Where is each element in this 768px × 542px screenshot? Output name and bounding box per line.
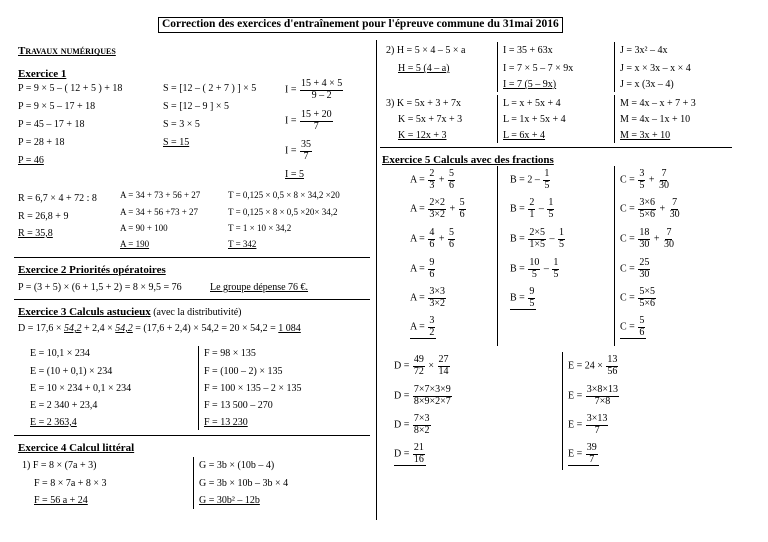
ex5-e-line-4 xyxy=(568,443,599,466)
ex3-d-part-5: 1 084 xyxy=(278,323,301,334)
ex5-e4-prefix: E = xyxy=(568,448,583,460)
ex5-d4-f1 xyxy=(413,443,425,465)
ex5-d2-prefix: D = xyxy=(394,390,410,402)
ex4-divider xyxy=(193,457,194,509)
ex5-b4-f1 xyxy=(528,258,540,280)
ex3-d-part-1: 54,2 xyxy=(64,323,82,334)
ex5-e1-coef: 24 xyxy=(584,360,595,372)
ex5-e2-f1 xyxy=(586,385,619,407)
ex1-a-0: A = 34 + 73 + 56 + 27 xyxy=(120,190,201,200)
ex5-b3-f1-d: 1×5 xyxy=(529,238,545,250)
ex1-t-1: T = 0,125 × 8 × 0,5 ×20× 34,2 xyxy=(228,207,338,217)
ex1-p-0: P = 9 × 5 – ( 12 + 5 ) + 18 xyxy=(18,83,123,94)
ex5-d1-f2-n: 27 xyxy=(438,354,449,365)
ex5-d-line-4 xyxy=(394,443,426,466)
ex5-c6-f1-d: 6 xyxy=(639,326,645,338)
ex5-a2-f1-d: 3×2 xyxy=(429,208,445,220)
ex1-p-4: P = 46 xyxy=(18,155,44,166)
ex1-s-2: S = 3 × 5 xyxy=(163,119,200,130)
ex1-s-1: S = [12 – 9 ] × 5 xyxy=(163,101,230,112)
ex4b-i-1: I = 7 × 5 – 7 × 9x xyxy=(503,63,574,74)
ex4-heading: Exercice 4 Calcul littéral xyxy=(18,442,135,454)
ex5-b5-prefix: B = xyxy=(510,292,525,304)
ex3-e-4: E = 2 363,4 xyxy=(30,417,77,428)
ex5-b-line-1 xyxy=(510,169,551,191)
ex5-a6-f1-d: 2 xyxy=(429,326,435,338)
ex4b-m-2: M = 3x + 10 xyxy=(620,130,671,141)
ex5-b-line-3 xyxy=(510,228,566,250)
section-heading-travaux: Travaux numériques xyxy=(18,45,116,57)
ex2-line: P = (3 + 5) × (6 + 1,5 + 2) = 8 × 9,5 = 76 xyxy=(18,282,182,293)
ex5-c-line-3 xyxy=(620,228,676,250)
ex3-heading-line xyxy=(18,306,242,319)
ex5-b3-f1 xyxy=(528,228,546,250)
ex5-c1-f2 xyxy=(658,169,670,191)
ex5-b3-op: – xyxy=(549,233,555,245)
ex1-i2-num: 15 + 20 xyxy=(300,109,332,120)
ex5-e2-f1-d: 7×8 xyxy=(594,395,611,407)
ex5-a4-f1-d: 6 xyxy=(429,268,435,280)
ex5-e-line-2 xyxy=(568,385,620,407)
ex5-b2-prefix: B = xyxy=(510,203,525,215)
ex5-d-line-3 xyxy=(394,414,432,436)
ex1-p-1: P = 9 × 5 – 17 + 18 xyxy=(18,101,96,112)
ex5-a1-f1-n: 2 xyxy=(429,168,435,179)
ex5-a2-f2-d: 6 xyxy=(459,208,465,220)
ex5-divider-de xyxy=(562,352,563,470)
ex1-p-3: P = 28 + 18 xyxy=(18,137,65,148)
ex5-c-line-6 xyxy=(620,316,646,339)
ex4b-i-2: I = 7 (5 – 9x) xyxy=(503,79,557,90)
ex5-c6-f1 xyxy=(638,316,645,338)
ex3-d-part-2: + 2,4 × xyxy=(81,323,116,334)
ex5-c1-prefix: C = xyxy=(620,174,635,186)
ex5-b4-f2-n: 1 xyxy=(553,257,559,268)
ex3-f-1: F = (100 – 2) × 135 xyxy=(204,366,283,377)
ex5-a6-f1-n: 3 xyxy=(429,315,435,326)
ex3-d-part-4: = (17,6 + 2,4) × 54,2 = 20 × 54,2 = xyxy=(132,323,279,334)
ex3-f-2: F = 100 × 135 – 2 × 135 xyxy=(204,383,302,394)
ex1-i3-den: 7 xyxy=(303,150,309,162)
ex5-a3-f2-d: 6 xyxy=(448,238,454,250)
ex5-a1-f2-n: 5 xyxy=(448,168,454,179)
ex5-d-line-2 xyxy=(394,385,453,407)
ex5-a5-f1-n: 3×3 xyxy=(429,286,445,297)
ex4b-j-1: J = x × 3x – x × 4 xyxy=(620,63,691,74)
ex4b-j-0: J = 3x² – 4x xyxy=(620,45,668,56)
ex5-e4-f1-d: 7 xyxy=(589,453,595,465)
ex5-b2-f1-d: 1 xyxy=(529,208,535,220)
ex5-d1-f1-n: 49 xyxy=(413,354,424,365)
ex5-divider-ab xyxy=(497,166,498,346)
ex3-d-part-3: 54,2 xyxy=(115,323,133,334)
ex4b-divider-4 xyxy=(614,95,615,143)
ex5-a2-f2-n: 5 xyxy=(459,197,465,208)
ex5-a5-f1 xyxy=(428,287,446,309)
ex5-c2-f1 xyxy=(638,198,656,220)
ex5-a1-f2-d: 6 xyxy=(448,179,454,191)
ex4b-m-1: M = 4x – 1x + 10 xyxy=(620,114,691,125)
ex4b-divider-2 xyxy=(614,42,615,92)
ex4b-l-2: L = 6x + 4 xyxy=(503,130,546,141)
ex5-a-line-5 xyxy=(410,287,447,309)
ex5-c2-f1-d: 5×6 xyxy=(639,208,655,220)
ex5-c-line-5 xyxy=(620,287,657,309)
ex5-a5-f1-d: 3×2 xyxy=(429,297,445,309)
ex1-i1-num: 15 + 4 × 5 xyxy=(300,78,343,89)
ex1-heading: Exercice 1 xyxy=(18,68,67,80)
ex5-d4-f1-d: 16 xyxy=(413,453,424,465)
ex1-r-1: R = 26,8 + 9 xyxy=(18,211,69,222)
ex1-i1-den: 9 – 2 xyxy=(311,89,332,101)
ex4b-h-0: 2) H = 5 × 4 – 5 × a xyxy=(386,45,466,56)
ex5-e-line-3 xyxy=(568,414,609,436)
ex5-b3-f2-d: 5 xyxy=(558,238,564,250)
ex5-c3-f1-n: 18 xyxy=(639,227,650,238)
ex5-b2-f2 xyxy=(547,198,554,220)
ex5-b2-f2-d: 5 xyxy=(548,208,554,220)
ex5-a3-f2-n: 5 xyxy=(448,227,454,238)
ex5-c1-f1-d: 5 xyxy=(639,179,645,191)
ex5-d-line-1 xyxy=(394,355,451,377)
separator-ex4b xyxy=(380,147,732,148)
ex4-f-2: F = 56 a + 24 xyxy=(34,495,88,506)
ex1-i2-den: 7 xyxy=(313,120,319,132)
ex1-t-2: T = 1 × 10 × 34,2 xyxy=(228,223,292,233)
ex5-c1-f1-n: 3 xyxy=(639,168,645,179)
ex5-e4-f1 xyxy=(586,443,598,465)
column-divider xyxy=(376,40,377,520)
ex5-d1-op: × xyxy=(428,360,435,372)
page-title: Correction des exercices d'entraînement pour l'épreuve commune du 31mai 2016 xyxy=(158,17,563,33)
ex1-i1-fraction xyxy=(300,79,343,101)
ex5-b-line-4 xyxy=(510,258,560,280)
ex5-a3-op: + xyxy=(438,233,445,245)
ex1-a-2: A = 90 + 100 xyxy=(120,223,168,233)
ex5-b3-f2 xyxy=(558,228,565,250)
ex5-c2-f2-n: 7 xyxy=(672,197,678,208)
ex3-d-line xyxy=(18,323,301,335)
ex5-c-line-4 xyxy=(620,258,651,280)
ex5-a2-prefix: A = xyxy=(410,203,425,215)
ex5-e1-prefix: E = xyxy=(568,360,583,372)
ex1-i3-prefix: I = xyxy=(285,145,297,157)
ex5-c1-f1 xyxy=(638,169,645,191)
separator-ex3 xyxy=(14,435,370,436)
ex5-e1-op: × xyxy=(597,360,603,372)
ex3-f-4: F = 13 230 xyxy=(204,417,248,428)
ex5-b4-f1-n: 10 xyxy=(529,257,540,268)
ex5-c1-op: + xyxy=(648,174,655,186)
ex1-a-3: A = 190 xyxy=(120,239,150,249)
ex5-c3-f2-n: 7 xyxy=(666,227,672,238)
ex5-c3-f2 xyxy=(663,228,675,250)
ex5-e4-f1-n: 39 xyxy=(586,442,597,453)
ex5-c5-prefix: C = xyxy=(620,292,635,304)
ex5-e3-prefix: E = xyxy=(568,419,583,431)
ex1-t-3: T = 342 xyxy=(228,239,257,249)
ex4b-k-1: K = 5x + 7x + 3 xyxy=(398,114,463,125)
ex5-b4-f1-d: 5 xyxy=(531,268,537,280)
ex1-i2-fraction xyxy=(300,110,333,132)
ex5-c6-prefix: C = xyxy=(620,321,635,333)
ex5-b5-f1 xyxy=(528,287,535,309)
ex4-f-0: 1) F = 8 × (7a + 3) xyxy=(22,460,97,471)
ex5-c6-f1-n: 5 xyxy=(639,315,645,326)
ex5-d3-f1-d: 8×2 xyxy=(413,424,430,436)
ex2-heading: Exercice 2 Priorités opératoires xyxy=(18,264,166,276)
ex5-e1-f1-d: 56 xyxy=(607,365,618,377)
ex5-e1-f1-n: 13 xyxy=(607,354,618,365)
ex5-a3-f1-d: 6 xyxy=(429,238,435,250)
ex5-e-line-1 xyxy=(568,355,619,377)
ex5-a2-f2 xyxy=(459,198,466,220)
ex5-b2-f1-n: 2 xyxy=(529,197,535,208)
ex4b-h-1: H = 5 (4 – a) xyxy=(398,63,450,74)
ex5-e3-f1-n: 3×13 xyxy=(586,413,608,424)
ex5-a6-prefix: A = xyxy=(410,321,425,333)
ex4b-divider-1 xyxy=(497,42,498,92)
ex5-d1-prefix: D = xyxy=(394,360,410,372)
ex1-i-result: I = 5 xyxy=(285,169,304,180)
ex3-f-0: F = 98 × 135 xyxy=(204,348,256,359)
ex5-c1-f2-n: 7 xyxy=(661,168,667,179)
ex5-c5-f1-n: 5×5 xyxy=(639,286,655,297)
ex5-d2-f1-d: 8×9×2×7 xyxy=(413,395,451,407)
ex5-b5-f1-n: 9 xyxy=(529,286,535,297)
ex5-a2-f1-n: 2×2 xyxy=(429,197,445,208)
ex5-a2-op: + xyxy=(449,203,456,215)
ex4b-l-0: L = x + 5x + 4 xyxy=(503,98,561,109)
ex1-s-0: S = [12 – ( 2 + 7 ) ] × 5 xyxy=(163,83,257,94)
ex5-b-line-5 xyxy=(510,287,536,310)
ex5-a1-prefix: A = xyxy=(410,174,425,186)
ex4-g-2: G = 30b² – 12b xyxy=(199,495,260,506)
ex5-c2-f2-d: 30 xyxy=(669,208,680,220)
ex4b-divider-3 xyxy=(497,95,498,143)
ex3-d-part-0: D = 17,6 × xyxy=(18,323,65,334)
ex5-a4-f1-n: 9 xyxy=(429,257,435,268)
ex5-e1-f1 xyxy=(606,355,618,377)
ex5-a1-f1 xyxy=(428,169,435,191)
ex4b-m-0: M = 4x – x + 7 + 3 xyxy=(620,98,696,109)
ex4b-j-2: J = x (3x – 4) xyxy=(620,79,674,90)
ex5-c-line-1 xyxy=(620,169,671,191)
ex3-e-3: E = 2 340 + 23,4 xyxy=(30,400,98,411)
ex1-i3-num: 35 xyxy=(300,139,311,150)
ex5-b-line-2 xyxy=(510,198,555,220)
ex5-b4-prefix: B = xyxy=(510,263,525,275)
ex1-t-0: T = 0,125 × 0,5 × 8 × 34,2 ×20 xyxy=(228,190,340,200)
ex5-b5-f1-d: 5 xyxy=(529,297,535,309)
ex5-d1-f1 xyxy=(413,355,425,377)
ex5-c3-f1-d: 30 xyxy=(639,238,650,250)
ex1-i-line-3 xyxy=(285,140,313,162)
ex5-c3-f1 xyxy=(638,228,650,250)
ex5-a3-f2 xyxy=(448,228,455,250)
ex5-d4-f1-n: 21 xyxy=(413,442,424,453)
ex4b-l-1: L = 1x + 5x + 4 xyxy=(503,114,566,125)
ex5-a3-f1 xyxy=(428,228,435,250)
ex3-divider xyxy=(198,346,199,430)
ex5-d3-prefix: D = xyxy=(394,419,410,431)
ex5-c5-f1 xyxy=(638,287,656,309)
ex1-i3-fraction xyxy=(300,140,312,162)
ex5-b3-prefix: B = xyxy=(510,233,525,245)
ex5-a4-prefix: A = xyxy=(410,263,425,275)
ex3-heading: Exercice 3 Calculs astucieux xyxy=(18,306,151,318)
ex5-b1-f1 xyxy=(543,169,550,191)
ex5-c2-op: + xyxy=(659,203,666,215)
ex5-a1-f1-d: 3 xyxy=(429,179,435,191)
ex5-c2-f1-n: 3×6 xyxy=(639,197,655,208)
ex5-b4-f2-d: 5 xyxy=(553,268,559,280)
ex5-e2-f1-n: 3×8×13 xyxy=(586,384,619,395)
ex5-d4-prefix: D = xyxy=(394,448,410,460)
ex5-d2-f1-n: 7×7×3×9 xyxy=(413,384,451,395)
ex1-a-1: A = 34 + 56 +73 + 27 xyxy=(120,207,199,217)
ex5-a-line-1 xyxy=(410,169,456,191)
ex5-c5-f1-d: 5×6 xyxy=(639,297,655,309)
ex5-a4-f1 xyxy=(428,258,435,280)
ex5-d2-f1 xyxy=(413,385,452,407)
ex5-a2-f1 xyxy=(428,198,446,220)
ex5-d3-f1 xyxy=(413,414,431,436)
ex5-b1-int: 2 xyxy=(527,174,533,186)
ex5-a-line-3 xyxy=(410,228,456,250)
ex5-b2-f2-n: 1 xyxy=(548,197,554,208)
ex5-a-line-2 xyxy=(410,198,467,220)
ex4-f-1: F = 8 × 7a + 8 × 3 xyxy=(34,478,107,489)
ex5-b2-op: – xyxy=(538,203,544,215)
ex4b-i-0: I = 35 + 63x xyxy=(503,45,553,56)
ex5-c2-prefix: C = xyxy=(620,203,635,215)
ex5-e3-f1-d: 7 xyxy=(594,424,600,436)
ex4b-k-0: 3) K = 5x + 3 + 7x xyxy=(386,98,461,109)
ex5-c3-op: + xyxy=(653,233,660,245)
ex5-b4-op: – xyxy=(543,263,549,275)
ex3-e-0: E = 10,1 × 234 xyxy=(30,348,90,359)
ex1-s-3: S = 15 xyxy=(163,137,190,148)
ex5-a-line-6 xyxy=(410,316,436,339)
ex5-c4-f1-n: 25 xyxy=(639,257,650,268)
ex1-i2-prefix: I = xyxy=(285,115,297,127)
ex2-conclusion: Le groupe dépense 76 €. xyxy=(210,282,309,293)
ex5-b2-f1 xyxy=(528,198,535,220)
ex5-c4-f1 xyxy=(638,258,650,280)
ex5-d1-f1-d: 72 xyxy=(413,365,424,377)
ex5-c1-f2-d: 30 xyxy=(658,179,669,191)
ex4-g-0: G = 3b × (10b – 4) xyxy=(199,460,275,471)
separator-ex2 xyxy=(14,299,370,300)
ex5-a3-f1-n: 4 xyxy=(429,227,435,238)
ex5-a1-op: + xyxy=(438,174,445,186)
ex5-divider-bc xyxy=(614,166,615,346)
ex5-b3-f2-n: 1 xyxy=(558,227,564,238)
ex5-c-line-2 xyxy=(620,198,682,220)
ex5-c4-prefix: C = xyxy=(620,263,635,275)
ex1-i1-prefix: I = xyxy=(285,84,297,96)
ex4b-k-2: K = 12x + 3 xyxy=(398,130,447,141)
ex5-b1-prefix: B = xyxy=(510,174,525,186)
ex5-c3-prefix: C = xyxy=(620,233,635,245)
ex5-a3-prefix: A = xyxy=(410,233,425,245)
ex5-c2-f2 xyxy=(669,198,681,220)
ex5-b3-f1-n: 2×5 xyxy=(529,227,545,238)
ex5-c4-f1-d: 30 xyxy=(639,268,650,280)
ex5-b1-f1-d: 5 xyxy=(544,179,550,191)
separator-ex1 xyxy=(14,257,370,258)
ex1-i-line-2 xyxy=(285,110,334,132)
ex5-d1-f2 xyxy=(438,355,450,377)
ex1-r-2: R = 35,8 xyxy=(18,228,53,239)
ex5-e3-f1 xyxy=(586,414,609,436)
ex5-a1-f2 xyxy=(448,169,455,191)
ex5-b1-op: – xyxy=(534,174,540,186)
ex5-b1-f1-n: 1 xyxy=(544,168,550,179)
ex5-a-line-4 xyxy=(410,258,436,280)
ex3-f-3: F = 13 500 – 270 xyxy=(204,400,273,411)
ex3-note: (avec la distributivité) xyxy=(153,307,242,318)
ex1-r-0: R = 6,7 × 4 + 72 : 8 xyxy=(18,193,97,204)
ex5-a5-prefix: A = xyxy=(410,292,425,304)
ex3-e-2: E = 10 × 234 + 0,1 × 234 xyxy=(30,383,132,394)
ex4-g-1: G = 3b × 10b – 3b × 4 xyxy=(199,478,289,489)
ex5-d3-f1-n: 7×3 xyxy=(413,413,430,424)
ex1-i-line-1 xyxy=(285,79,344,101)
ex1-p-2: P = 45 – 17 + 18 xyxy=(18,119,85,130)
ex5-e2-prefix: E = xyxy=(568,390,583,402)
ex5-d1-f2-d: 14 xyxy=(438,365,449,377)
ex5-b4-f2 xyxy=(552,258,559,280)
ex5-a6-f1 xyxy=(428,316,435,338)
ex3-e-1: E = (10 + 0,1) × 234 xyxy=(30,366,113,377)
ex5-heading: Exercice 5 Calculs avec des fractions xyxy=(382,154,554,166)
ex5-c3-f2-d: 30 xyxy=(663,238,674,250)
